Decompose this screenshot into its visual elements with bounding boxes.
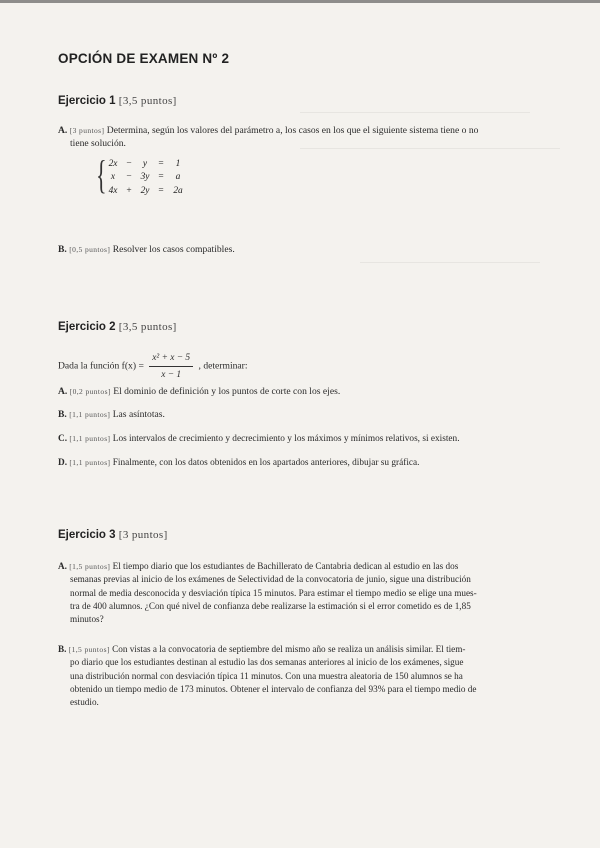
fraction-denominator: x − 1 xyxy=(161,370,182,380)
eq-term: 2y xyxy=(140,185,150,196)
eq-term: y xyxy=(142,159,148,169)
exercise-2-points: [3,5 puntos] xyxy=(118,321,177,333)
part-text: Los intervalos de crecimiento y decrecimiento y los máximos y mínimos relativos, si existen. xyxy=(112,434,460,444)
exercise-1-title: Ejercicio 1 xyxy=(58,95,116,107)
eq-term: x xyxy=(110,172,116,183)
part-points: [1,1 puntos] xyxy=(69,458,111,467)
part-a-label: A. xyxy=(58,561,67,571)
scan-top-edge xyxy=(0,0,600,3)
part-label: C. xyxy=(58,434,68,444)
part-text: Finalmente, con los datos obtenidos en los apartados anteriores, dibujar su gráfica. xyxy=(112,458,420,468)
eq-rhs: a xyxy=(175,172,181,183)
eq-equals: = xyxy=(158,185,164,196)
part-a-line: El tiempo diario que los estudiantes de Bachillerato de Cantabria dedican al estudio en las dos xyxy=(112,561,459,571)
part-a-label: A. xyxy=(58,125,68,136)
eq-equals: = xyxy=(158,159,164,169)
part-points: [1,1 puntos] xyxy=(69,410,111,419)
exercise-2-part-d xyxy=(58,456,558,470)
equation-system xyxy=(104,158,188,198)
exercise-2-title: Ejercicio 2 xyxy=(58,321,116,333)
part-label: D. xyxy=(58,458,68,468)
exercise-2-part-c xyxy=(58,432,558,446)
eq-rhs: 2a xyxy=(173,185,183,196)
part-b-line: estudio. xyxy=(70,697,99,708)
part-b-line: una distribución normal con desviación típica 11 minutos. Con una muestra aleatoria de 150 alumnos se ha xyxy=(70,670,463,681)
eq-rhs: 1 xyxy=(175,159,181,169)
exercise-1-part-b xyxy=(58,243,548,256)
part-points: [0,2 puntos] xyxy=(69,387,111,396)
part-a-text: Determina, según los valores del parámetro a, los casos en los que el siguiente sistema tiene o no xyxy=(106,125,479,136)
part-a-line: minutos? xyxy=(70,614,104,625)
part-a-line: semanas previas al inicio de los exámenes de Selectividad de la convocatoria de junio, sigue una distribución xyxy=(70,574,471,585)
exercise-3-heading xyxy=(58,529,168,541)
part-text: El dominio de definición y los puntos de corte con los ejes. xyxy=(113,386,341,397)
eq-equals: = xyxy=(158,172,164,183)
exercise-3-part-a xyxy=(58,560,548,626)
eq-op: + xyxy=(126,185,132,196)
fraction-numerator: x² + x − 5 xyxy=(149,350,193,367)
eq-term: 4x xyxy=(108,185,118,196)
exercise-2-part-b xyxy=(58,408,558,421)
part-b-label: B. xyxy=(58,244,67,255)
part-b-points: [1,5 puntos] xyxy=(68,645,110,654)
function-intro: Dada la función f(x) = xyxy=(58,360,144,372)
bleed-through-line xyxy=(360,262,540,263)
exercise-2-heading xyxy=(58,321,177,333)
part-a-line: tra de 400 alumnos. ¿Con qué nivel de confianza debe realizarse la estimación si el error cometido es de 1,85 xyxy=(70,600,471,611)
equation-row xyxy=(104,158,188,171)
exercise-1-points: [3,5 puntos] xyxy=(118,95,177,107)
eq-term: 3y xyxy=(140,172,150,183)
bleed-through-line xyxy=(300,112,530,113)
part-points: [1,1 puntos] xyxy=(69,434,111,443)
part-a-points: [3 puntos] xyxy=(69,126,105,135)
function-intro-end: , determinar: xyxy=(198,360,248,372)
eq-op: − xyxy=(126,172,132,183)
exercise-1-heading xyxy=(58,95,177,107)
eq-term: 2x xyxy=(108,159,118,169)
part-b-line: obtenido un tiempo medio de 173 minutos. Obtener el intervalo de confianza del 93% para el tiempo medio de xyxy=(70,683,477,694)
part-a-text-cont: tiene solución. xyxy=(70,138,126,150)
equation-row xyxy=(104,171,188,184)
exercise-3-points: [3 puntos] xyxy=(118,529,168,541)
function-fraction xyxy=(149,350,193,383)
part-a-line: normal de media desconocida y desviación típica 15 minutos. Para estimar el tiempo medio se elige una mues- xyxy=(70,587,477,598)
exercise-3-title: Ejercicio 3 xyxy=(58,529,116,541)
part-b-points: [0,5 puntos] xyxy=(69,245,111,254)
exercise-2-intro xyxy=(58,350,548,383)
part-b-text: Resolver los casos compatibles. xyxy=(112,244,235,255)
system-brace: { xyxy=(96,152,107,197)
exercise-2-part-a xyxy=(58,385,558,398)
part-b-line: Con vistas a la convocatoria de septiembre del mismo año se realiza un análisis similar. El tiem- xyxy=(112,644,466,654)
part-a-points: [1,5 puntos] xyxy=(69,562,111,571)
eq-op: − xyxy=(126,159,132,169)
exam-option-title: OPCIÓN DE EXAMEN Nº 2 xyxy=(58,51,230,66)
exercise-1-part-a xyxy=(58,124,548,151)
part-label: B. xyxy=(58,409,67,420)
part-label: A. xyxy=(58,386,68,397)
part-b-line: po diario que los estudiantes destinan al estudio las dos semanas anteriores al inicio de los exámenes, sigue xyxy=(70,657,464,668)
part-b-label: B. xyxy=(58,644,67,654)
part-text: Las asíntotas. xyxy=(112,409,165,420)
equation-row xyxy=(104,185,188,198)
exercise-3-part-b xyxy=(58,643,548,709)
